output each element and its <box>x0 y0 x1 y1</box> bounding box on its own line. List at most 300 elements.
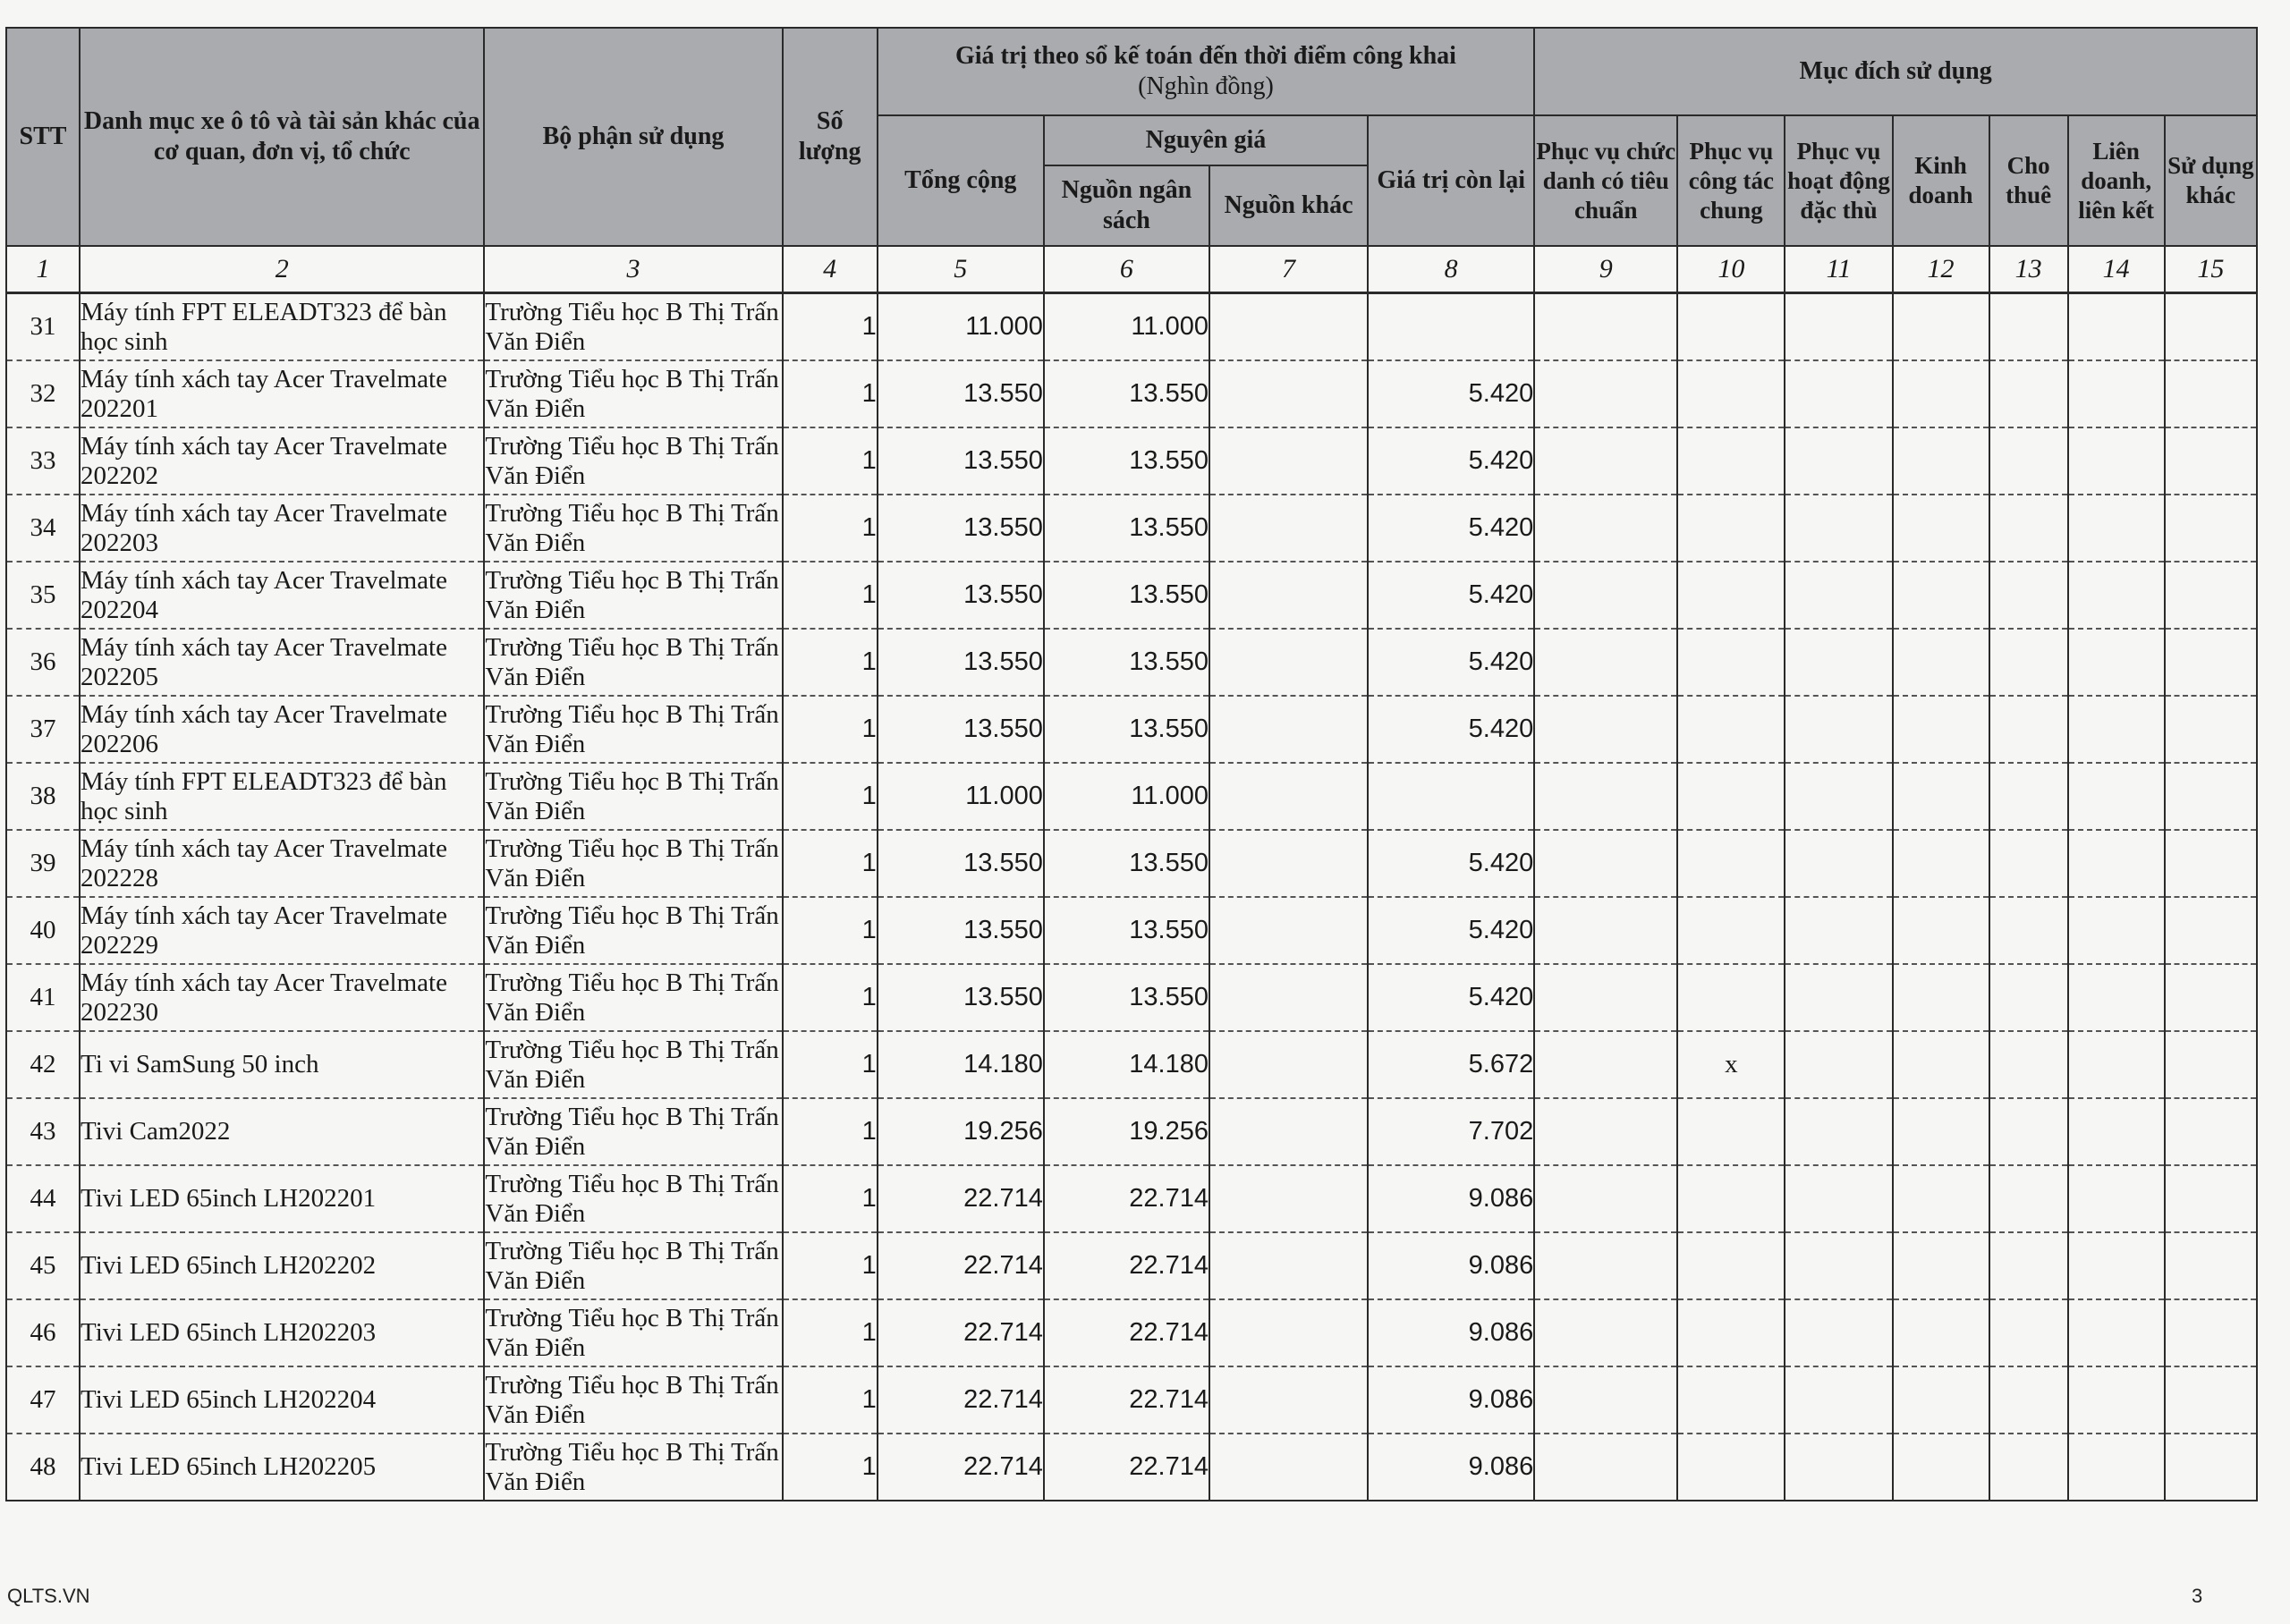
quantity-cell: 1 <box>783 763 878 830</box>
other-source-value-cell <box>1209 1031 1368 1098</box>
purpose-joint-cell <box>2068 1165 2165 1232</box>
remaining-value-cell: 5.420 <box>1368 629 1534 696</box>
total-value-cell: 13.550 <box>878 696 1044 763</box>
total-value-cell: 13.550 <box>878 427 1044 495</box>
table-row <box>6 293 2257 361</box>
column-number-row <box>6 246 2257 293</box>
purpose-other-cell <box>2165 830 2257 897</box>
column-number: 14 <box>2068 246 2165 293</box>
purpose-special-cell <box>1785 830 1892 897</box>
purpose-special-cell <box>1785 360 1892 427</box>
column-number: 8 <box>1368 246 1534 293</box>
remaining-value-cell: 5.420 <box>1368 427 1534 495</box>
purpose-common-cell <box>1677 1366 1785 1434</box>
purpose-joint-cell <box>2068 964 2165 1031</box>
row-stt-cell: 31 <box>6 293 80 361</box>
table-row <box>6 1031 2257 1098</box>
department-cell: Trường Tiểu học B Thị Trấn Văn Điển <box>484 1434 782 1501</box>
purpose-title-cell <box>1534 495 1677 562</box>
purpose-lease-cell <box>1989 293 2068 361</box>
purpose-common-cell <box>1677 964 1785 1031</box>
asset-name-cell: Máy tính xách tay Acer Travelmate 202229 <box>80 897 484 964</box>
total-value-cell: 22.714 <box>878 1165 1044 1232</box>
remaining-value-cell <box>1368 763 1534 830</box>
total-value-cell: 22.714 <box>878 1299 1044 1366</box>
budget-source-value-cell: 13.550 <box>1044 562 1209 629</box>
purpose-special-cell <box>1785 1434 1892 1501</box>
remaining-value-cell: 5.672 <box>1368 1031 1534 1098</box>
table-row <box>6 696 2257 763</box>
asset-name-cell: Máy tính xách tay Acer Travelmate 202204 <box>80 562 484 629</box>
total-value-cell: 13.550 <box>878 629 1044 696</box>
purpose-joint-cell <box>2068 562 2165 629</box>
total-value-cell: 13.550 <box>878 830 1044 897</box>
total-value-cell: 19.256 <box>878 1098 1044 1165</box>
purpose-joint-cell <box>2068 1299 2165 1366</box>
row-stt-cell: 44 <box>6 1165 80 1232</box>
purpose-common-cell <box>1677 1434 1785 1501</box>
asset-name-cell: Máy tính xách tay Acer Travelmate 202228 <box>80 830 484 897</box>
purpose-title-cell <box>1534 830 1677 897</box>
other-source-value-cell <box>1209 1366 1368 1434</box>
purpose-special-cell <box>1785 696 1892 763</box>
table-row <box>6 629 2257 696</box>
purpose-business-cell <box>1893 562 1989 629</box>
purpose-lease-cell <box>1989 1434 2068 1501</box>
purpose-lease-cell <box>1989 897 2068 964</box>
purpose-lease-cell <box>1989 562 2068 629</box>
asset-name-cell: Máy tính xách tay Acer Travelmate 202205 <box>80 629 484 696</box>
row-stt-cell: 42 <box>6 1031 80 1098</box>
col-group-original-price: Nguyên giá <box>1044 115 1368 165</box>
table-row <box>6 763 2257 830</box>
col-header-purpose-common: Phục vụ công tác chung <box>1677 115 1785 246</box>
purpose-special-cell <box>1785 763 1892 830</box>
purpose-common-cell <box>1677 427 1785 495</box>
purpose-business-cell <box>1893 964 1989 1031</box>
other-source-value-cell <box>1209 562 1368 629</box>
purpose-special-cell <box>1785 562 1892 629</box>
purpose-business-cell <box>1893 1165 1989 1232</box>
purpose-business-cell <box>1893 1031 1989 1098</box>
purpose-title-cell <box>1534 897 1677 964</box>
asset-name-cell: Máy tính xách tay Acer Travelmate 202230 <box>80 964 484 1031</box>
asset-name-cell: Máy tính xách tay Acer Travelmate 202203 <box>80 495 484 562</box>
purpose-special-cell <box>1785 427 1892 495</box>
department-cell: Trường Tiểu học B Thị Trấn Văn Điển <box>484 1165 782 1232</box>
other-source-value-cell <box>1209 495 1368 562</box>
asset-table-sheet <box>5 27 2258 1501</box>
purpose-other-cell <box>2165 763 2257 830</box>
purpose-joint-cell <box>2068 427 2165 495</box>
purpose-lease-cell <box>1989 1299 2068 1366</box>
other-source-value-cell <box>1209 964 1368 1031</box>
col-header-quantity: Số lượng <box>783 28 878 246</box>
purpose-special-cell <box>1785 1232 1892 1299</box>
total-value-cell: 11.000 <box>878 293 1044 361</box>
department-cell: Trường Tiểu học B Thị Trấn Văn Điển <box>484 1031 782 1098</box>
budget-source-value-cell: 13.550 <box>1044 830 1209 897</box>
other-source-value-cell <box>1209 1434 1368 1501</box>
purpose-common-cell <box>1677 360 1785 427</box>
col-header-purpose-other: Sử dụng khác <box>2165 115 2257 246</box>
row-stt-cell: 33 <box>6 427 80 495</box>
col-header-department: Bộ phận sử dụng <box>484 28 782 246</box>
purpose-common-cell <box>1677 763 1785 830</box>
other-source-value-cell <box>1209 360 1368 427</box>
table-row <box>6 1366 2257 1434</box>
asset-name-cell: Tivi LED 65inch LH202203 <box>80 1299 484 1366</box>
other-source-value-cell <box>1209 696 1368 763</box>
department-cell: Trường Tiểu học B Thị Trấn Văn Điển <box>484 897 782 964</box>
budget-source-value-cell: 19.256 <box>1044 1098 1209 1165</box>
table-row <box>6 360 2257 427</box>
purpose-title-cell <box>1534 1098 1677 1165</box>
col-header-purpose-joint: Liên doanh, liên kết <box>2068 115 2165 246</box>
asset-name-cell: Tivi Cam2022 <box>80 1098 484 1165</box>
page-number: 3 <box>2192 1585 2203 1607</box>
quantity-cell: 1 <box>783 897 878 964</box>
budget-source-value-cell: 22.714 <box>1044 1232 1209 1299</box>
purpose-title-cell <box>1534 629 1677 696</box>
table-row <box>6 897 2257 964</box>
quantity-cell: 1 <box>783 629 878 696</box>
purpose-other-cell <box>2165 1434 2257 1501</box>
purpose-other-cell <box>2165 1299 2257 1366</box>
purpose-joint-cell <box>2068 897 2165 964</box>
department-cell: Trường Tiểu học B Thị Trấn Văn Điển <box>484 696 782 763</box>
purpose-business-cell <box>1893 1232 1989 1299</box>
table-row <box>6 1299 2257 1366</box>
column-number: 6 <box>1044 246 1209 293</box>
purpose-common-cell <box>1677 1299 1785 1366</box>
budget-source-value-cell: 22.714 <box>1044 1165 1209 1232</box>
row-stt-cell: 46 <box>6 1299 80 1366</box>
budget-source-value-cell: 11.000 <box>1044 293 1209 361</box>
quantity-cell: 1 <box>783 1031 878 1098</box>
department-cell: Trường Tiểu học B Thị Trấn Văn Điển <box>484 293 782 361</box>
purpose-lease-cell <box>1989 1366 2068 1434</box>
total-value-cell: 13.550 <box>878 562 1044 629</box>
row-stt-cell: 36 <box>6 629 80 696</box>
purpose-common-cell <box>1677 1232 1785 1299</box>
purpose-title-cell <box>1534 1165 1677 1232</box>
purpose-business-cell <box>1893 763 1989 830</box>
purpose-business-cell <box>1893 360 1989 427</box>
purpose-joint-cell <box>2068 1031 2165 1098</box>
table-row <box>6 1098 2257 1165</box>
purpose-lease-cell <box>1989 629 2068 696</box>
quantity-cell: 1 <box>783 1165 878 1232</box>
quantity-cell: 1 <box>783 1098 878 1165</box>
remaining-value-cell <box>1368 293 1534 361</box>
column-number: 15 <box>2165 246 2257 293</box>
purpose-lease-cell <box>1989 964 2068 1031</box>
col-header-purpose-business: Kinh doanh <box>1893 115 1989 246</box>
purpose-common-cell <box>1677 830 1785 897</box>
purpose-title-cell <box>1534 293 1677 361</box>
other-source-value-cell <box>1209 1299 1368 1366</box>
purpose-other-cell <box>2165 1165 2257 1232</box>
purpose-joint-cell <box>2068 629 2165 696</box>
footer-source: QLTS.VN <box>7 1585 90 1607</box>
purpose-other-cell <box>2165 1232 2257 1299</box>
purpose-common-cell <box>1677 629 1785 696</box>
purpose-title-cell <box>1534 696 1677 763</box>
purpose-business-cell <box>1893 495 1989 562</box>
row-stt-cell: 35 <box>6 562 80 629</box>
other-source-value-cell <box>1209 897 1368 964</box>
purpose-joint-cell <box>2068 1434 2165 1501</box>
asset-name-cell: Máy tính xách tay Acer Travelmate 202202 <box>80 427 484 495</box>
quantity-cell: 1 <box>783 427 878 495</box>
purpose-common-cell <box>1677 696 1785 763</box>
purpose-lease-cell <box>1989 1165 2068 1232</box>
remaining-value-cell: 9.086 <box>1368 1165 1534 1232</box>
budget-source-value-cell: 13.550 <box>1044 427 1209 495</box>
budget-source-value-cell: 13.550 <box>1044 629 1209 696</box>
purpose-business-cell <box>1893 629 1989 696</box>
budget-source-value-cell: 22.714 <box>1044 1299 1209 1366</box>
purpose-business-cell <box>1893 293 1989 361</box>
purpose-joint-cell <box>2068 495 2165 562</box>
purpose-lease-cell <box>1989 830 2068 897</box>
department-cell: Trường Tiểu học B Thị Trấn Văn Điển <box>484 1366 782 1434</box>
purpose-joint-cell <box>2068 360 2165 427</box>
total-value-cell: 22.714 <box>878 1232 1044 1299</box>
purpose-common-cell <box>1677 897 1785 964</box>
total-value-cell: 13.550 <box>878 964 1044 1031</box>
row-stt-cell: 41 <box>6 964 80 1031</box>
quantity-cell: 1 <box>783 293 878 361</box>
purpose-lease-cell <box>1989 696 2068 763</box>
purpose-other-cell <box>2165 897 2257 964</box>
purpose-special-cell <box>1785 1165 1892 1232</box>
purpose-special-cell <box>1785 964 1892 1031</box>
purpose-title-cell <box>1534 964 1677 1031</box>
purpose-joint-cell <box>2068 696 2165 763</box>
purpose-title-cell <box>1534 1232 1677 1299</box>
row-stt-cell: 40 <box>6 897 80 964</box>
other-source-value-cell <box>1209 1098 1368 1165</box>
col-group-value <box>878 28 1535 115</box>
asset-name-cell: Máy tính xách tay Acer Travelmate 202206 <box>80 696 484 763</box>
department-cell: Trường Tiểu học B Thị Trấn Văn Điển <box>484 763 782 830</box>
column-number: 5 <box>878 246 1044 293</box>
column-number: 2 <box>80 246 484 293</box>
purpose-lease-cell <box>1989 495 2068 562</box>
asset-table <box>5 27 2258 1501</box>
col-header-category: Danh mục xe ô tô và tài sản khác của cơ quan, đơn vị, tổ chức <box>80 28 484 246</box>
purpose-joint-cell <box>2068 1098 2165 1165</box>
table-row <box>6 495 2257 562</box>
purpose-other-cell <box>2165 696 2257 763</box>
purpose-common-cell <box>1677 1165 1785 1232</box>
row-stt-cell: 39 <box>6 830 80 897</box>
purpose-business-cell <box>1893 696 1989 763</box>
row-stt-cell: 43 <box>6 1098 80 1165</box>
asset-name-cell: Máy tính FPT ELEADT323 để bàn học sinh <box>80 763 484 830</box>
remaining-value-cell: 5.420 <box>1368 562 1534 629</box>
purpose-other-cell <box>2165 293 2257 361</box>
asset-name-cell: Tivi LED 65inch LH202201 <box>80 1165 484 1232</box>
table-row <box>6 1232 2257 1299</box>
purpose-lease-cell <box>1989 1098 2068 1165</box>
budget-source-value-cell: 22.714 <box>1044 1366 1209 1434</box>
row-stt-cell: 47 <box>6 1366 80 1434</box>
total-value-cell: 13.550 <box>878 360 1044 427</box>
other-source-value-cell <box>1209 293 1368 361</box>
purpose-other-cell <box>2165 562 2257 629</box>
other-source-value-cell <box>1209 1232 1368 1299</box>
purpose-title-cell <box>1534 1366 1677 1434</box>
col-header-purpose-special: Phục vụ hoạt động đặc thù <box>1785 115 1892 246</box>
row-stt-cell: 38 <box>6 763 80 830</box>
total-value-cell: 11.000 <box>878 763 1044 830</box>
quantity-cell: 1 <box>783 696 878 763</box>
col-group-purpose: Mục đích sử dụng <box>1534 28 2257 115</box>
total-value-cell: 22.714 <box>878 1366 1044 1434</box>
column-number: 9 <box>1534 246 1677 293</box>
remaining-value-cell: 5.420 <box>1368 495 1534 562</box>
purpose-other-cell <box>2165 1366 2257 1434</box>
purpose-special-cell <box>1785 1098 1892 1165</box>
purpose-business-cell <box>1893 897 1989 964</box>
purpose-business-cell <box>1893 1434 1989 1501</box>
purpose-joint-cell <box>2068 763 2165 830</box>
budget-source-value-cell: 13.550 <box>1044 495 1209 562</box>
remaining-value-cell: 9.086 <box>1368 1434 1534 1501</box>
purpose-special-cell <box>1785 1366 1892 1434</box>
department-cell: Trường Tiểu học B Thị Trấn Văn Điển <box>484 1232 782 1299</box>
remaining-value-cell: 5.420 <box>1368 360 1534 427</box>
purpose-title-cell <box>1534 562 1677 629</box>
budget-source-value-cell: 11.000 <box>1044 763 1209 830</box>
budget-source-value-cell: 13.550 <box>1044 360 1209 427</box>
department-cell: Trường Tiểu học B Thị Trấn Văn Điển <box>484 1299 782 1366</box>
purpose-lease-cell <box>1989 763 2068 830</box>
department-cell: Trường Tiểu học B Thị Trấn Văn Điển <box>484 360 782 427</box>
purpose-special-cell <box>1785 293 1892 361</box>
purpose-common-cell <box>1677 1098 1785 1165</box>
quantity-cell: 1 <box>783 495 878 562</box>
department-cell: Trường Tiểu học B Thị Trấn Văn Điển <box>484 562 782 629</box>
remaining-value-cell: 9.086 <box>1368 1299 1534 1366</box>
asset-name-cell: Tivi LED 65inch LH202202 <box>80 1232 484 1299</box>
asset-name-cell: Ti vi SamSung 50 inch <box>80 1031 484 1098</box>
col-header-stt: STT <box>6 28 80 246</box>
purpose-special-cell <box>1785 897 1892 964</box>
purpose-lease-cell <box>1989 360 2068 427</box>
other-source-value-cell <box>1209 427 1368 495</box>
budget-source-value-cell: 13.550 <box>1044 696 1209 763</box>
budget-source-value-cell: 13.550 <box>1044 897 1209 964</box>
remaining-value-cell: 5.420 <box>1368 696 1534 763</box>
purpose-business-cell <box>1893 1299 1989 1366</box>
purpose-joint-cell <box>2068 1232 2165 1299</box>
asset-name-cell: Máy tính xách tay Acer Travelmate 202201 <box>80 360 484 427</box>
column-number: 3 <box>484 246 782 293</box>
remaining-value-cell: 5.420 <box>1368 830 1534 897</box>
department-cell: Trường Tiểu học B Thị Trấn Văn Điển <box>484 495 782 562</box>
column-number: 12 <box>1893 246 1989 293</box>
col-header-purpose-lease: Cho thuê <box>1989 115 2068 246</box>
total-value-cell: 14.180 <box>878 1031 1044 1098</box>
purpose-common-cell: x <box>1677 1031 1785 1098</box>
purpose-special-cell <box>1785 629 1892 696</box>
table-row <box>6 1165 2257 1232</box>
column-number: 7 <box>1209 246 1368 293</box>
purpose-title-cell <box>1534 1031 1677 1098</box>
quantity-cell: 1 <box>783 964 878 1031</box>
row-stt-cell: 37 <box>6 696 80 763</box>
department-cell: Trường Tiểu học B Thị Trấn Văn Điển <box>484 1098 782 1165</box>
purpose-business-cell <box>1893 1098 1989 1165</box>
department-cell: Trường Tiểu học B Thị Trấn Văn Điển <box>484 629 782 696</box>
purpose-lease-cell <box>1989 1031 2068 1098</box>
row-stt-cell: 34 <box>6 495 80 562</box>
purpose-title-cell <box>1534 427 1677 495</box>
asset-name-cell: Tivi LED 65inch LH202205 <box>80 1434 484 1501</box>
asset-name-cell: Máy tính FPT ELEADT323 để bàn học sinh <box>80 293 484 361</box>
remaining-value-cell: 5.420 <box>1368 964 1534 1031</box>
purpose-title-cell <box>1534 1299 1677 1366</box>
total-value-cell: 13.550 <box>878 495 1044 562</box>
quantity-cell: 1 <box>783 830 878 897</box>
column-number: 4 <box>783 246 878 293</box>
quantity-cell: 1 <box>783 1366 878 1434</box>
col-header-other-source: Nguồn khác <box>1209 165 1368 246</box>
quantity-cell: 1 <box>783 1299 878 1366</box>
purpose-other-cell <box>2165 1031 2257 1098</box>
row-stt-cell: 32 <box>6 360 80 427</box>
purpose-common-cell <box>1677 562 1785 629</box>
purpose-common-cell <box>1677 293 1785 361</box>
table-row <box>6 562 2257 629</box>
purpose-business-cell <box>1893 830 1989 897</box>
purpose-joint-cell <box>2068 293 2165 361</box>
value-group-unit: (Nghìn đồng) <box>1138 72 1274 100</box>
remaining-value-cell: 5.420 <box>1368 897 1534 964</box>
purpose-joint-cell <box>2068 1366 2165 1434</box>
col-header-remaining-value: Giá trị còn lại <box>1368 115 1534 246</box>
table-row <box>6 1434 2257 1501</box>
purpose-special-cell <box>1785 1299 1892 1366</box>
quantity-cell: 1 <box>783 1434 878 1501</box>
col-header-total: Tổng cộng <box>878 115 1044 246</box>
asset-name-cell: Tivi LED 65inch LH202204 <box>80 1366 484 1434</box>
department-cell: Trường Tiểu học B Thị Trấn Văn Điển <box>484 964 782 1031</box>
purpose-common-cell <box>1677 495 1785 562</box>
other-source-value-cell <box>1209 1165 1368 1232</box>
purpose-other-cell <box>2165 427 2257 495</box>
asset-rows <box>6 293 2257 1501</box>
other-source-value-cell <box>1209 763 1368 830</box>
purpose-other-cell <box>2165 495 2257 562</box>
table-row <box>6 427 2257 495</box>
purpose-joint-cell <box>2068 830 2165 897</box>
budget-source-value-cell: 13.550 <box>1044 964 1209 1031</box>
table-row <box>6 830 2257 897</box>
purpose-special-cell <box>1785 1031 1892 1098</box>
purpose-lease-cell <box>1989 427 2068 495</box>
total-value-cell: 22.714 <box>878 1434 1044 1501</box>
quantity-cell: 1 <box>783 1232 878 1299</box>
budget-source-value-cell: 14.180 <box>1044 1031 1209 1098</box>
purpose-other-cell <box>2165 964 2257 1031</box>
column-number: 1 <box>6 246 80 293</box>
remaining-value-cell: 9.086 <box>1368 1366 1534 1434</box>
